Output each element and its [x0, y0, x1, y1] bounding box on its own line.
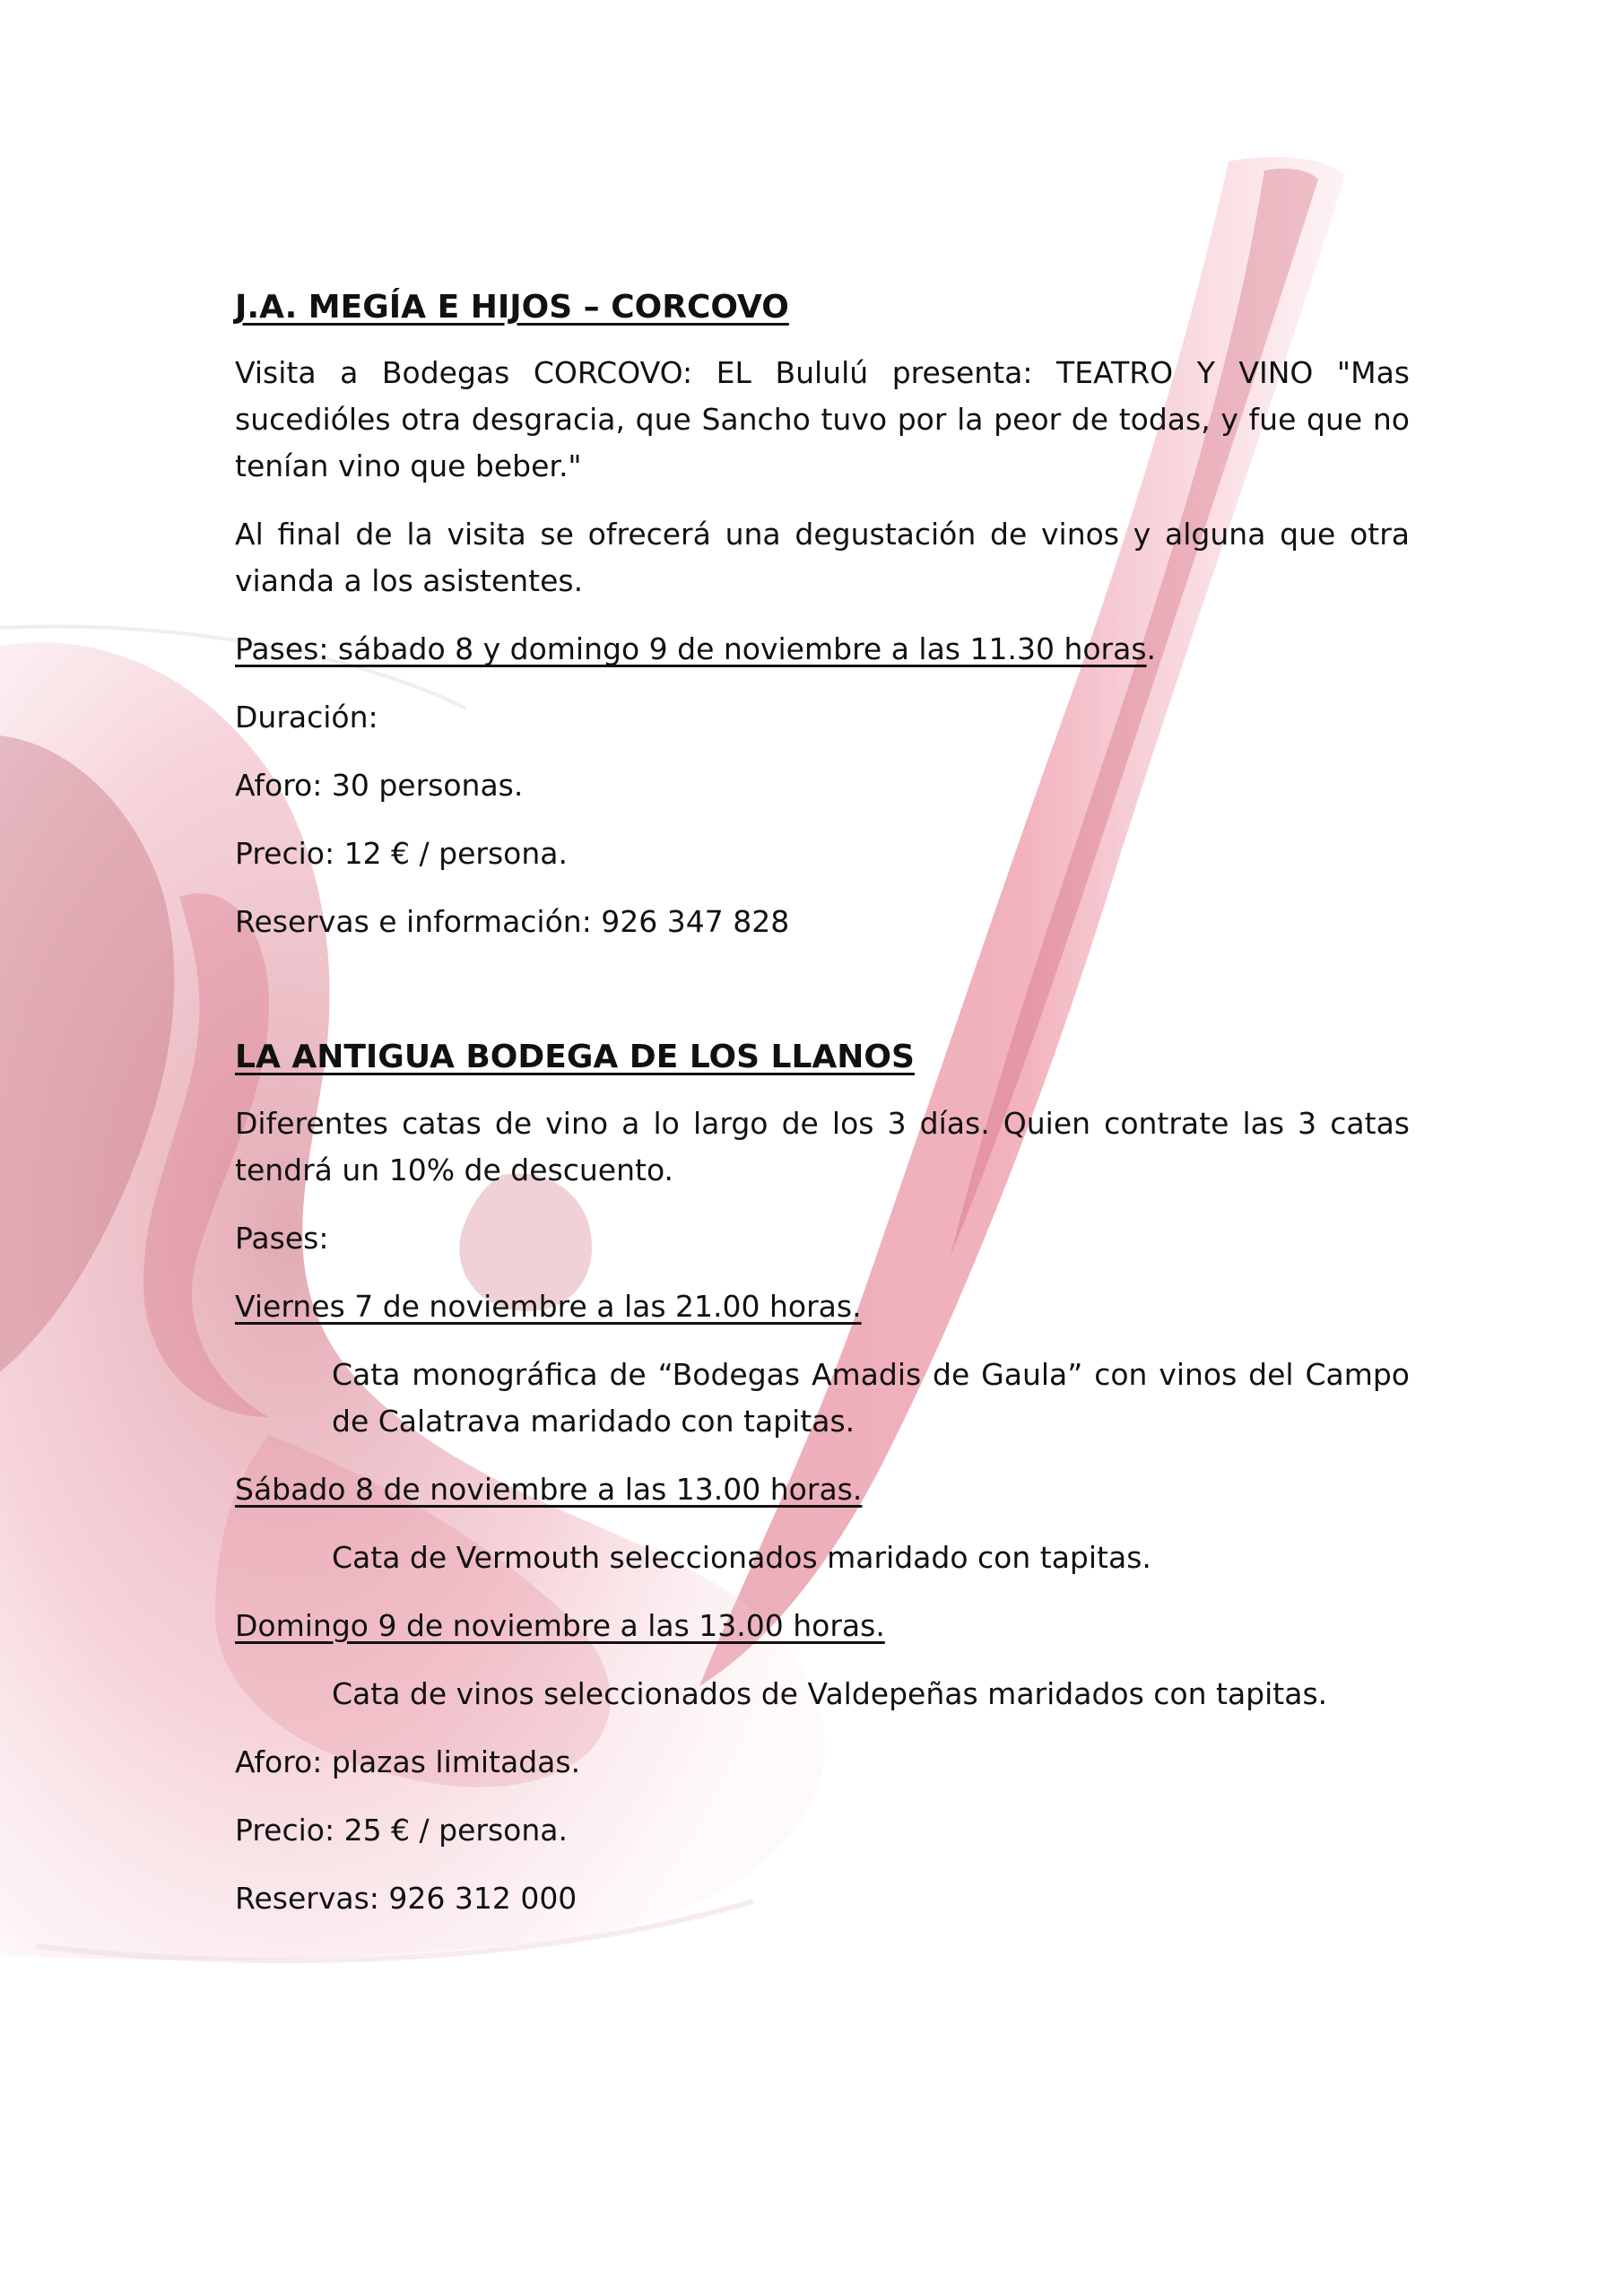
schedule-date — [235, 1283, 1410, 1330]
section-title: LA ANTIGUA BODEGA DE LOS LLANOS — [235, 1039, 915, 1076]
duration: Duración: — [235, 700, 378, 735]
reservations: Reservas: 926 312 000 — [235, 1880, 578, 1916]
reservations: Reservas e información: 926 347 828 — [235, 904, 790, 940]
sessions-text: Pases: sábado 8 y domingo 9 de noviembre a las 11.30 horas — [235, 631, 1147, 667]
schedule-date-text: Viernes 7 de noviembre a las 21.00 horas. — [235, 1288, 862, 1324]
schedule-date — [235, 1466, 1410, 1513]
schedule-detail: Cata de Vermouth seleccionados maridado con tapitas. — [332, 1539, 1151, 1575]
section-corcovo — [235, 285, 1410, 945]
schedule-detail: Cata monográfica de “Bodegas Amadis de Gaula” con vinos del Campo de Calatrava maridado con tapitas. — [332, 1356, 1410, 1439]
document-body — [235, 285, 1410, 1944]
price: Precio: 12 € / persona. — [235, 836, 568, 872]
section-title: J.A. MEGÍA E HIJOS – CORCOVO — [235, 289, 789, 326]
tasting-note: Al final de la visita se ofrecerá una degustación de vinos y alguna que otra vianda a los asistentes. — [235, 517, 1410, 599]
schedule-date-text: Domingo 9 de noviembre a las 13.00 horas. — [235, 1607, 885, 1643]
sessions-line — [235, 626, 1410, 673]
capacity: Aforo: plazas limitadas. — [235, 1744, 581, 1779]
sessions-label: Pases: — [235, 1220, 329, 1256]
price: Precio: 25 € / persona. — [235, 1812, 568, 1848]
description: Diferentes catas de vino a lo largo de los 3 días. Quien contrate las 3 catas tendrá un 10% de descuento. — [235, 1105, 1410, 1187]
schedule-date-text: Sábado 8 de noviembre a las 13.00 horas. — [235, 1471, 863, 1507]
section-antigua-bodega — [235, 1035, 1410, 1921]
description: Visita a Bodegas CORCOVO: EL Bululú presenta: TEATRO Y VINO "Mas sucedióles otra desgracia, que Sancho tuvo por la peor de todas, y fue que no tenían vino que beber." — [235, 355, 1410, 484]
schedule-date — [235, 1603, 1410, 1649]
sessions-period: . — [1146, 631, 1157, 667]
schedule-detail: Cata de vinos seleccionados de Valdepeñas maridados con tapitas. — [332, 1675, 1328, 1711]
capacity: Aforo: 30 personas. — [235, 768, 524, 804]
